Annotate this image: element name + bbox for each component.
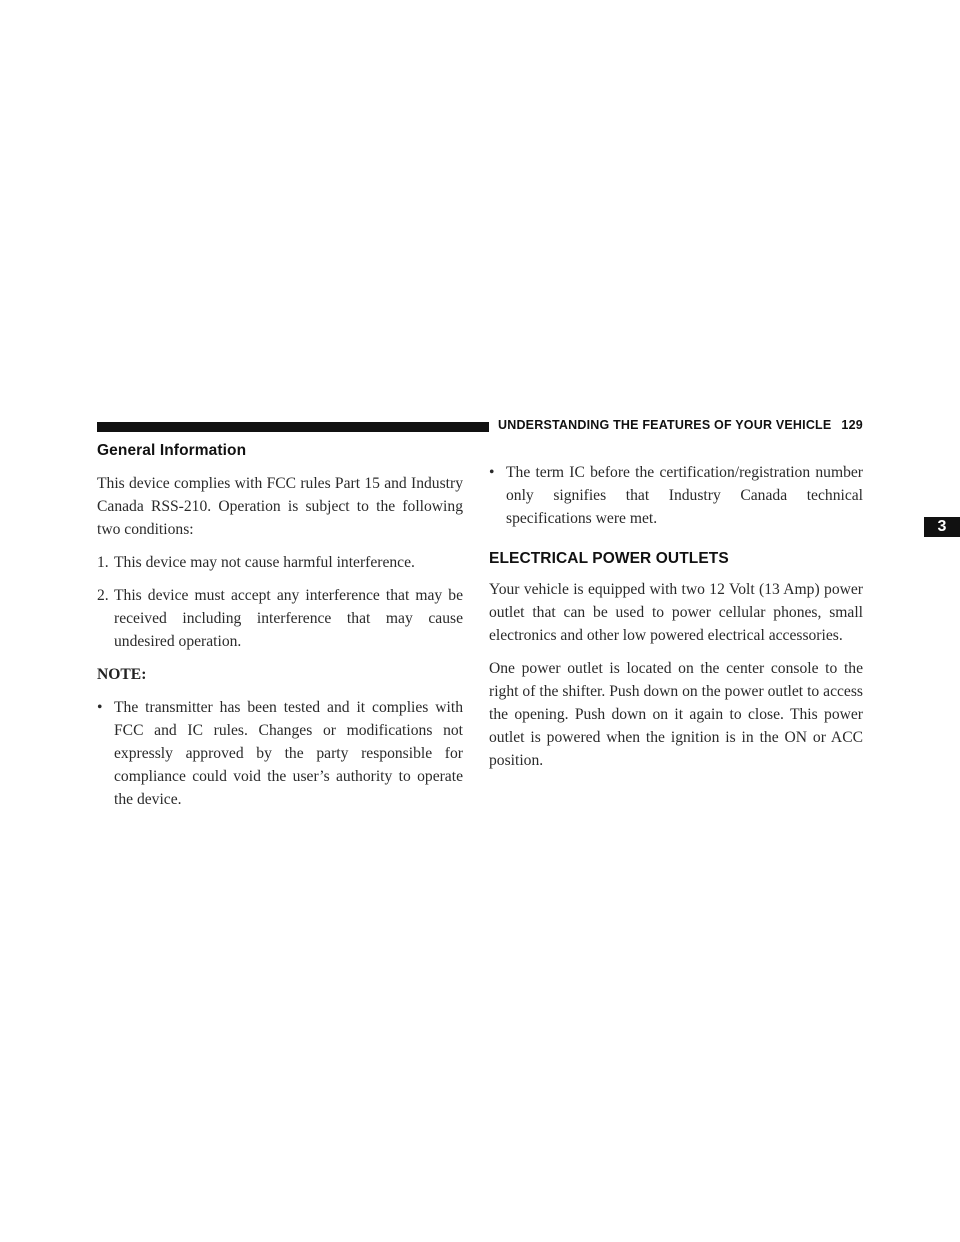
list-item-text: This device may not cause harmful interference.: [114, 554, 415, 571]
header-rule: [97, 422, 489, 432]
list-number: 1.: [97, 554, 109, 571]
right-column: [489, 461, 863, 782]
list-number: 2.: [97, 587, 109, 604]
outlets-paragraph-2: One power outlet is located on the center console to the right of the shifter. Push down on the power outlet to access the opening. Push down on it again to close. This power outlet is powered when the ignition is in the ON or ACC position.: [489, 660, 863, 769]
note-label: NOTE:: [97, 666, 147, 683]
bullet-icon: •: [489, 464, 495, 481]
left-column: [97, 440, 463, 821]
chapter-tab: 3: [924, 517, 960, 537]
bullet-icon: •: [97, 699, 103, 716]
electrical-power-outlets-heading: ELECTRICAL POWER OUTLETS: [489, 550, 729, 567]
list-item-text: This device must accept any interference that may be received including interference that may cause undesired operation.: [114, 587, 463, 650]
ic-bullet: [489, 461, 863, 530]
section-title: UNDERSTANDING THE FEATURES OF YOUR VEHICLE: [498, 418, 832, 432]
general-information-heading: General Information: [97, 442, 247, 459]
list-item: [97, 551, 463, 574]
note-bullet: [97, 696, 463, 811]
ic-bullet-text: The term IC before the certification/registration number only signifies that Industry Canada technical specifications were met.: [506, 464, 863, 527]
fcc-intro-paragraph: This device complies with FCC rules Part 15 and Industry Canada RSS-210. Operation is subject to the following two conditions:: [97, 475, 463, 538]
note-bullet-text: The transmitter has been tested and it complies with FCC and IC rules. Changes or modifications not expressly approved by the party responsible for compliance could void the user’s authority to operate the device.: [114, 699, 463, 808]
conditions-list: [97, 551, 463, 653]
page-number: 129: [841, 418, 863, 432]
list-item: [97, 584, 463, 653]
outlets-paragraph-1: Your vehicle is equipped with two 12 Volt (13 Amp) power outlet that can be used to power cellular phones, small electronics and other low powered electrical accessories.: [489, 581, 863, 644]
running-header: [498, 418, 863, 432]
